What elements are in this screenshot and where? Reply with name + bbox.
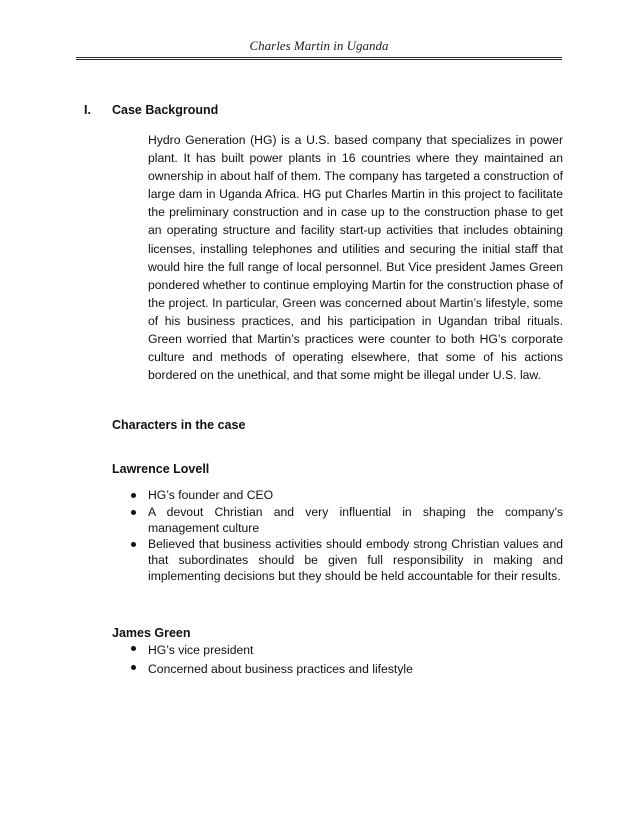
bullet-icon [131, 542, 136, 547]
bullet-icon [131, 665, 136, 670]
header-divider [76, 57, 562, 60]
bullet-icon [131, 646, 136, 651]
characters-heading: Characters in the case [112, 418, 246, 432]
bullet-icon [131, 493, 136, 498]
list-item-text: Believed that business activities should embody strong Christian values and that subordinates should be given full responsibility in making and implementing decisions but they should be held accountable for their results. [148, 537, 563, 583]
green-bullet-list [148, 641, 563, 679]
section-title: Case Background [112, 103, 219, 117]
character-name-green: James Green [112, 626, 191, 640]
list-item-text: HG’s founder and CEO [148, 488, 274, 502]
running-header: Charles Martin in Uganda [249, 38, 389, 53]
list-item-text: A devout Christian and very influential in shaping the company’s management culture [148, 504, 563, 535]
list-item [148, 505, 563, 537]
case-background-paragraph: Hydro Generation (HG) is a U.S. based company that specializes in power plant. It has built power plants in 16 countries where they maintained an ownership in about half of them. The company has targeted a construction of large dam in Uganda Africa. HG put Charles Martin in this project to facilitate the preliminary construction and in case up to the construction phase to get an operating structure and facility start-up activities that includes obtaining licenses, installing telephones and utilities and securing the initial staff that would hire the full range of local personnel. But Vice president James Green pondered whether to continue employing Martin for the construction phase of the project. In particular, Green was concerned about Martin’s lifestyle, some of his business practices, and his participation in Ugandan tribal rituals. Green worried that Martin’s practices were counter to both HG’s corporate culture and methods of operating elsewhere, that some of his actions bordered on the unethical, and that some might be illegal under U.S. law. [148, 133, 563, 383]
character-name-lovell: Lawrence Lovell [112, 462, 210, 476]
bullet-icon [131, 510, 136, 515]
lovell-bullet-list [148, 488, 563, 586]
list-item [148, 660, 563, 678]
section-number: I. [84, 103, 91, 117]
list-item-text: HG’s vice president [148, 643, 254, 657]
list-item [148, 641, 563, 659]
list-item-text: Concerned about business practices and lifestyle [148, 662, 413, 676]
list-item [148, 488, 563, 504]
list-item [148, 537, 563, 584]
